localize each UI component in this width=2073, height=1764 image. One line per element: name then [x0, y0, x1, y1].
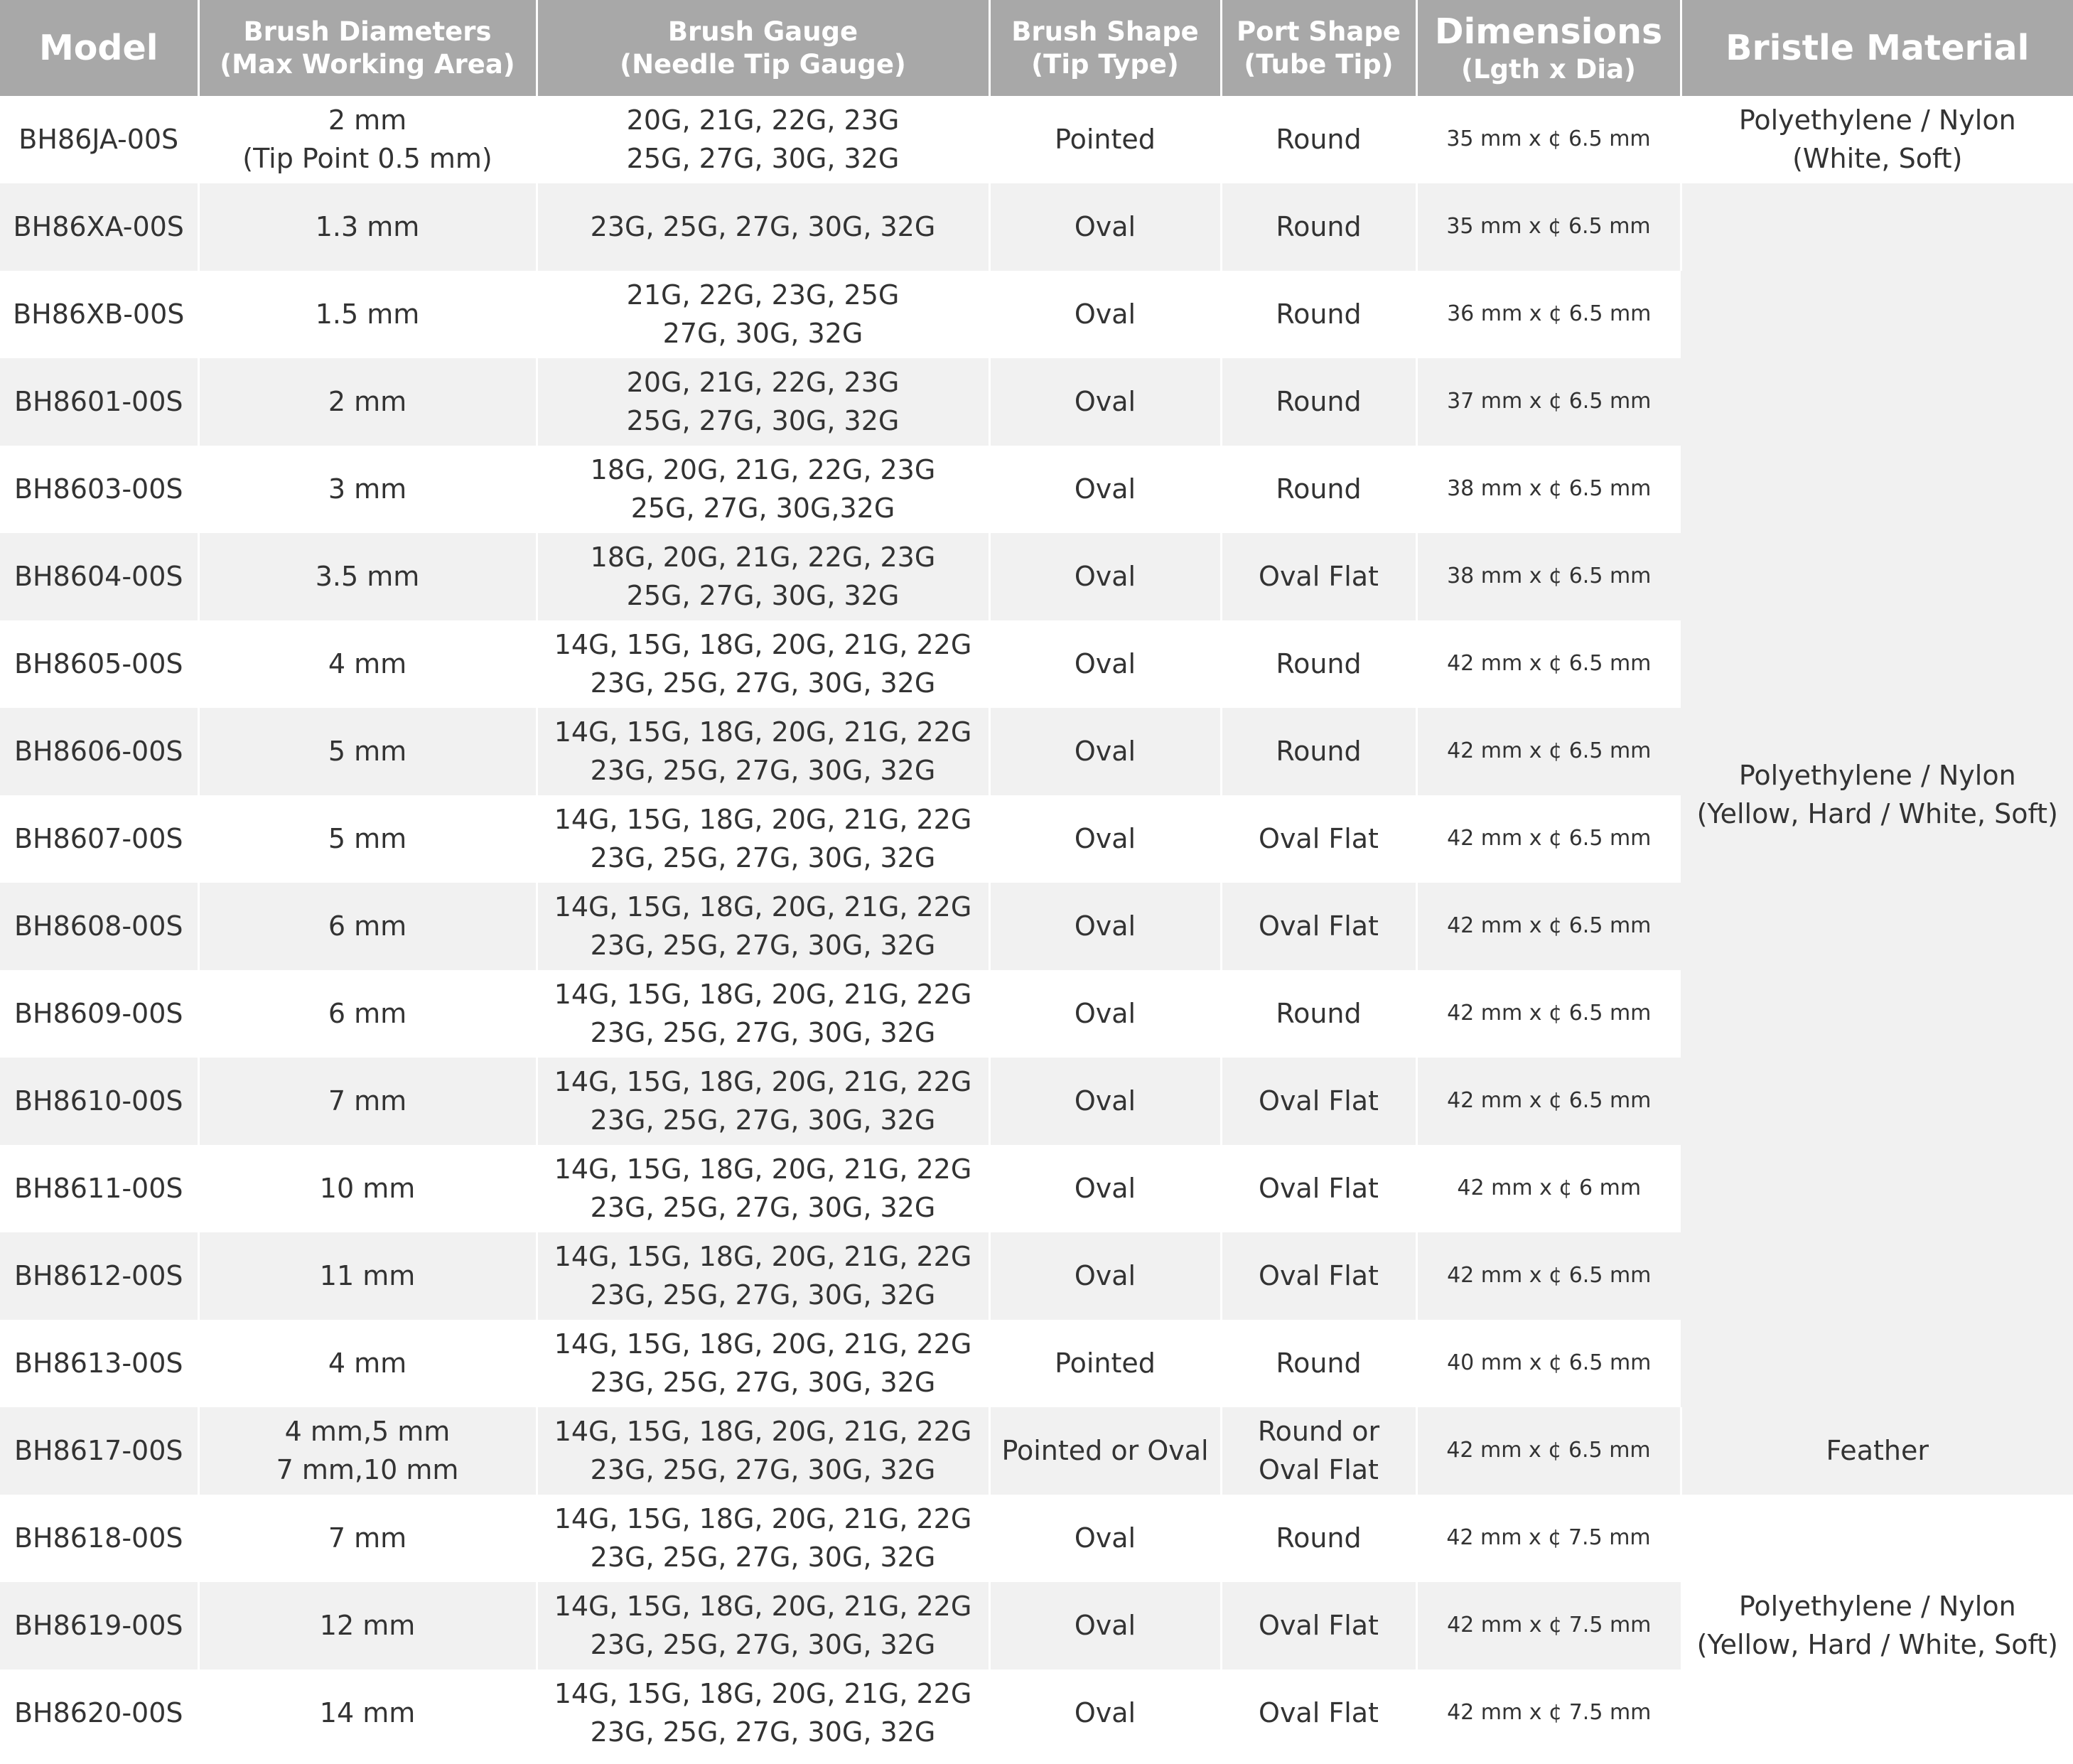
brush-diameter-cell: [198, 1320, 537, 1407]
brush-diameter-cell: [198, 620, 537, 708]
dimensions-cell: 42 mm x ¢ 7.5 mm: [1416, 1495, 1681, 1582]
brush-gauge-cell: [537, 1145, 989, 1232]
dimensions-cell: 35 mm x ¢ 6.5 mm: [1416, 183, 1681, 271]
table-row: [0, 96, 2073, 183]
dimensions-cell: 42 mm x ¢ 6.5 mm: [1416, 1058, 1681, 1145]
brush-shape-cell: Oval: [989, 1669, 1221, 1757]
brush-diameter-cell: [198, 1582, 537, 1669]
brush-gauge-cell-line: 23G, 25G, 27G, 30G, 32G: [590, 1191, 936, 1223]
port-shape-cell: [1221, 96, 1416, 183]
brush-shape-cell: Oval: [989, 620, 1221, 708]
port-shape-cell: [1221, 1407, 1416, 1495]
brush-diameter-cell-line: 4 mm: [328, 1347, 407, 1379]
dimensions-cell: 42 mm x ¢ 7.5 mm: [1416, 1582, 1681, 1669]
port-shape-cell-line: Oval Flat: [1259, 910, 1379, 942]
brush-gauge-cell-line: 23G, 25G, 27G, 30G, 32G: [590, 1016, 936, 1048]
brush-diameter-cell: [198, 533, 537, 620]
brush-diameter-cell: [198, 1407, 537, 1495]
brush-shape-cell: Oval: [989, 533, 1221, 620]
model-cell: BH8613-00S: [0, 1320, 198, 1407]
brush-diameter-cell-line: 11 mm: [319, 1259, 416, 1291]
brush-gauge-cell-line: 23G, 25G, 27G, 30G, 32G: [590, 1541, 936, 1573]
brush-shape-cell: Oval: [989, 708, 1221, 795]
brush-gauge-cell: [537, 1582, 989, 1669]
brush-gauge-cell-line: 21G, 22G, 23G, 25G: [626, 279, 900, 311]
brush-diameter-cell-line: 3.5 mm: [315, 560, 420, 592]
brush-gauge-cell: [537, 358, 989, 446]
brush-gauge-cell-line: 14G, 15G, 18G, 20G, 21G, 22G: [554, 716, 972, 748]
brush-shape-cell: Oval: [989, 970, 1221, 1058]
model-cell: BH86JA-00S: [0, 96, 198, 183]
dimensions-cell: 42 mm x ¢ 6.5 mm: [1416, 795, 1681, 883]
brush-shape-cell: Pointed: [989, 96, 1221, 183]
brush-diameter-cell-line: 4 mm,5 mm: [284, 1415, 451, 1447]
port-shape-cell-line: Round: [1276, 1522, 1362, 1554]
brush-shape-cell: Oval: [989, 1145, 1221, 1232]
port-shape-cell: [1221, 620, 1416, 708]
model-cell: BH8618-00S: [0, 1495, 198, 1582]
port-shape-cell: [1221, 1232, 1416, 1320]
brush-diameter-cell: [198, 1232, 537, 1320]
port-shape-cell: [1221, 1058, 1416, 1145]
brush-shape-cell: Oval: [989, 1495, 1221, 1582]
dimensions-cell: 42 mm x ¢ 6.5 mm: [1416, 1407, 1681, 1495]
brush-gauge-cell-line: 14G, 15G, 18G, 20G, 21G, 22G: [554, 1240, 972, 1272]
port-shape-cell: [1221, 1145, 1416, 1232]
brush-shape-cell: Oval: [989, 1582, 1221, 1669]
port-shape-cell-line: Round: [1276, 298, 1362, 330]
bristle-material-cell-line: Feather: [1826, 1434, 1929, 1466]
brush-gauge-cell: [537, 883, 989, 970]
port-shape-cell: [1221, 1582, 1416, 1669]
brush-gauge-cell-line: 25G, 27G, 30G, 32G: [626, 579, 900, 611]
bristle-material-cell-line: Polyethylene / Nylon: [1738, 1590, 2016, 1622]
brush-gauge-cell-line: 18G, 20G, 21G, 22G, 23G: [590, 453, 936, 485]
port-shape-cell: [1221, 708, 1416, 795]
table-row: [0, 183, 2073, 271]
brush-diameter-cell-line: 7 mm: [328, 1522, 407, 1554]
bristle-material-cell-line: (White, Soft): [1792, 142, 1963, 174]
brush-diameter-cell-line: 1.5 mm: [315, 298, 420, 330]
header-dimensions: Dimensions (Lgth x Dia): [1416, 0, 1681, 96]
brush-gauge-cell-line: 20G, 21G, 22G, 23G: [626, 366, 900, 398]
brush-gauge-cell-line: 14G, 15G, 18G, 20G, 21G, 22G: [554, 1328, 972, 1360]
port-shape-cell: [1221, 1495, 1416, 1582]
table-body: [0, 96, 2073, 1757]
brush-diameter-cell-line: 2 mm: [328, 385, 407, 417]
brush-diameter-cell-line: 1.3 mm: [315, 210, 420, 242]
brush-gauge-cell: [537, 620, 989, 708]
dimensions-cell: 35 mm x ¢ 6.5 mm: [1416, 96, 1681, 183]
header-brush-shape: Brush Shape (Tip Type): [989, 0, 1221, 96]
brush-diameter-cell-line: 3 mm: [328, 473, 407, 505]
brush-diameter-cell-line: 2 mm: [328, 104, 407, 136]
brush-gauge-cell-line: 14G, 15G, 18G, 20G, 21G, 22G: [554, 1677, 972, 1709]
port-shape-cell: [1221, 970, 1416, 1058]
brush-diameter-cell-line: 14 mm: [319, 1696, 416, 1728]
bristle-material-cell: [1681, 1495, 2073, 1757]
brush-gauge-cell-line: 23G, 25G, 27G, 30G, 32G: [590, 754, 936, 786]
model-cell: BH8604-00S: [0, 533, 198, 620]
brush-diameter-cell: [198, 358, 537, 446]
model-cell: BH8607-00S: [0, 795, 198, 883]
bristle-material-cell: [1681, 96, 2073, 183]
header-brush-diameters: Brush Diameters (Max Working Area): [198, 0, 537, 96]
port-shape-cell: [1221, 446, 1416, 533]
brush-diameter-cell-line: 5 mm: [328, 822, 407, 854]
brush-diameter-cell: [198, 271, 537, 358]
brush-diameter-cell-line: 6 mm: [328, 997, 407, 1029]
brush-gauge-cell-line: 23G, 25G, 27G, 30G, 32G: [590, 1628, 936, 1660]
brush-shape-cell: Pointed or Oval: [989, 1407, 1221, 1495]
brush-gauge-cell-line: 23G, 25G, 27G, 30G, 32G: [590, 841, 936, 873]
brush-diameter-cell: [198, 1495, 537, 1582]
port-shape-cell-line: Oval Flat: [1259, 1259, 1379, 1291]
brush-diameter-cell: [198, 795, 537, 883]
dimensions-cell: 42 mm x ¢ 6.5 mm: [1416, 708, 1681, 795]
brush-shape-cell: Pointed: [989, 1320, 1221, 1407]
brush-gauge-cell-line: 14G, 15G, 18G, 20G, 21G, 22G: [554, 803, 972, 835]
brush-gauge-cell-line: 14G, 15G, 18G, 20G, 21G, 22G: [554, 978, 972, 1010]
brush-shape-cell: Oval: [989, 1058, 1221, 1145]
header-row: [0, 0, 2073, 96]
model-cell: BH8612-00S: [0, 1232, 198, 1320]
model-cell: BH8608-00S: [0, 883, 198, 970]
brush-gauge-cell-line: 25G, 27G, 30G, 32G: [626, 404, 900, 436]
brush-shape-cell: Oval: [989, 271, 1221, 358]
brush-shape-cell: Oval: [989, 446, 1221, 533]
brush-diameter-cell-line: 4 mm: [328, 647, 407, 679]
brush-shape-cell: Oval: [989, 358, 1221, 446]
brush-gauge-cell: [537, 1407, 989, 1495]
dimensions-cell: 42 mm x ¢ 6.5 mm: [1416, 1232, 1681, 1320]
brush-gauge-cell-line: 23G, 25G, 27G, 30G, 32G: [590, 1453, 936, 1485]
port-shape-cell-line: Oval Flat: [1259, 1172, 1379, 1204]
port-shape-cell: [1221, 1320, 1416, 1407]
port-shape-cell-line: Round or: [1257, 1415, 1380, 1447]
brush-gauge-cell: [537, 96, 989, 183]
dimensions-cell: 37 mm x ¢ 6.5 mm: [1416, 358, 1681, 446]
brush-gauge-cell: [537, 970, 989, 1058]
brush-diameter-cell: [198, 970, 537, 1058]
brush-gauge-cell-line: 23G, 25G, 27G, 30G, 32G: [590, 1279, 936, 1311]
header-port-shape: Port Shape (Tube Tip): [1221, 0, 1416, 96]
header-brush-gauge: Brush Gauge (Needle Tip Gauge): [537, 0, 989, 96]
brush-diameter-cell: [198, 1669, 537, 1757]
dimensions-cell: 42 mm x ¢ 7.5 mm: [1416, 1669, 1681, 1757]
port-shape-cell-line: Oval Flat: [1259, 560, 1379, 592]
model-cell: BH8606-00S: [0, 708, 198, 795]
brush-shape-cell: Oval: [989, 1232, 1221, 1320]
brush-diameter-cell-line: 7 mm: [328, 1085, 407, 1117]
brush-gauge-cell: [537, 271, 989, 358]
brush-gauge-cell: [537, 1232, 989, 1320]
port-shape-cell: [1221, 358, 1416, 446]
brush-diameter-cell-line: 7 mm,10 mm: [276, 1453, 459, 1485]
brush-gauge-cell-line: 23G, 25G, 27G, 30G, 32G: [590, 667, 936, 699]
brush-diameter-cell: [198, 1058, 537, 1145]
model-cell: BH8611-00S: [0, 1145, 198, 1232]
dimensions-cell: 42 mm x ¢ 6.5 mm: [1416, 883, 1681, 970]
brush-diameter-cell-line: (Tip Point 0.5 mm): [242, 142, 492, 174]
bristle-material-cell-line: Polyethylene / Nylon: [1738, 760, 2016, 792]
model-cell: BH8619-00S: [0, 1582, 198, 1669]
port-shape-cell-line: Round: [1276, 123, 1362, 155]
bristle-material-cell: [1681, 183, 2073, 1407]
brush-gauge-cell: [537, 795, 989, 883]
brush-diameter-cell: [198, 708, 537, 795]
brush-diameter-cell: [198, 446, 537, 533]
port-shape-cell-line: Round: [1276, 1347, 1362, 1379]
header-bristle-material: Bristle Material: [1681, 0, 2073, 96]
port-shape-cell-line: Round: [1276, 385, 1362, 417]
dimensions-cell: 38 mm x ¢ 6.5 mm: [1416, 533, 1681, 620]
brush-gauge-cell-line: 14G, 15G, 18G, 20G, 21G, 22G: [554, 1415, 972, 1447]
brush-gauge-cell-line: 23G, 25G, 27G, 30G, 32G: [590, 1104, 936, 1136]
model-cell: BH8603-00S: [0, 446, 198, 533]
brush-gauge-cell: [537, 1495, 989, 1582]
port-shape-cell-line: Round: [1276, 210, 1362, 242]
brush-gauge-cell: [537, 446, 989, 533]
model-cell: BH86XA-00S: [0, 183, 198, 271]
brush-diameter-cell-line: 10 mm: [319, 1172, 416, 1204]
brush-gauge-cell-line: 14G, 15G, 18G, 20G, 21G, 22G: [554, 1065, 972, 1097]
bristle-material-cell-line: Polyethylene / Nylon: [1738, 104, 2016, 136]
table-header: [0, 0, 2073, 96]
brush-gauge-cell-line: 20G, 21G, 22G, 23G: [626, 104, 900, 136]
brush-gauge-cell-line: 14G, 15G, 18G, 20G, 21G, 22G: [554, 891, 972, 923]
bristle-material-cell: [1681, 1407, 2073, 1495]
brush-shape-cell: Oval: [989, 183, 1221, 271]
brush-gauge-cell-line: 14G, 15G, 18G, 20G, 21G, 22G: [554, 1590, 972, 1622]
port-shape-cell-line: Oval Flat: [1259, 822, 1379, 854]
brush-diameter-cell-line: 5 mm: [328, 735, 407, 767]
bristle-material-cell-line: (Yellow, Hard / White, Soft): [1696, 1628, 2058, 1660]
port-shape-cell-line: Oval Flat: [1259, 1696, 1379, 1728]
brush-gauge-cell-line: 14G, 15G, 18G, 20G, 21G, 22G: [554, 628, 972, 660]
port-shape-cell: [1221, 1669, 1416, 1757]
brush-diameter-cell-line: 12 mm: [319, 1609, 416, 1641]
bristle-material-cell-line: (Yellow, Hard / White, Soft): [1696, 798, 2058, 829]
brush-gauge-cell: [537, 1058, 989, 1145]
brush-gauge-cell-line: 23G, 25G, 27G, 30G, 32G: [590, 1716, 936, 1748]
model-cell: BH8601-00S: [0, 358, 198, 446]
brush-diameter-cell-line: 6 mm: [328, 910, 407, 942]
brush-gauge-cell-line: 23G, 25G, 27G, 30G, 32G: [590, 929, 936, 961]
brush-gauge-cell-line: 23G, 25G, 27G, 30G, 32G: [590, 210, 936, 242]
model-cell: BH8620-00S: [0, 1669, 198, 1757]
port-shape-cell-line: Round: [1276, 473, 1362, 505]
port-shape-cell: [1221, 183, 1416, 271]
port-shape-cell-line: Oval Flat: [1259, 1085, 1379, 1117]
brush-gauge-cell-line: 23G, 25G, 27G, 30G, 32G: [590, 1366, 936, 1398]
dimensions-cell: 40 mm x ¢ 6.5 mm: [1416, 1320, 1681, 1407]
brush-gauge-cell: [537, 533, 989, 620]
header-model: Model: [0, 0, 198, 96]
brush-diameter-cell: [198, 1145, 537, 1232]
brush-gauge-cell: [537, 708, 989, 795]
table-row: [0, 1495, 2073, 1582]
brush-shape-cell: Oval: [989, 795, 1221, 883]
dimensions-cell: 42 mm x ¢ 6 mm: [1416, 1145, 1681, 1232]
dimensions-cell: 42 mm x ¢ 6.5 mm: [1416, 620, 1681, 708]
port-shape-cell: [1221, 271, 1416, 358]
port-shape-cell: [1221, 883, 1416, 970]
brush-gauge-cell-line: 25G, 27G, 30G,32G: [630, 492, 895, 524]
port-shape-cell: [1221, 795, 1416, 883]
dimensions-cell: 38 mm x ¢ 6.5 mm: [1416, 446, 1681, 533]
port-shape-cell: [1221, 533, 1416, 620]
model-cell: BH8610-00S: [0, 1058, 198, 1145]
brush-gauge-cell-line: 14G, 15G, 18G, 20G, 21G, 22G: [554, 1153, 972, 1185]
brush-diameter-cell: [198, 183, 537, 271]
brush-gauge-cell: [537, 183, 989, 271]
brush-gauge-cell-line: 14G, 15G, 18G, 20G, 21G, 22G: [554, 1502, 972, 1534]
model-cell: BH8609-00S: [0, 970, 198, 1058]
brush-gauge-cell-line: 18G, 20G, 21G, 22G, 23G: [590, 541, 936, 573]
brush-diameter-cell: [198, 883, 537, 970]
port-shape-cell-line: Round: [1276, 735, 1362, 767]
brush-gauge-cell-line: 25G, 27G, 30G, 32G: [626, 142, 900, 174]
brush-shape-cell: Oval: [989, 883, 1221, 970]
port-shape-cell-line: Round: [1276, 647, 1362, 679]
brush-gauge-cell-line: 27G, 30G, 32G: [662, 317, 863, 349]
dimensions-cell: 36 mm x ¢ 6.5 mm: [1416, 271, 1681, 358]
brush-gauge-cell: [537, 1669, 989, 1757]
brush-gauge-cell: [537, 1320, 989, 1407]
dimensions-cell: 42 mm x ¢ 6.5 mm: [1416, 970, 1681, 1058]
table-row: [0, 1407, 2073, 1495]
port-shape-cell-line: Oval Flat: [1259, 1609, 1379, 1641]
model-cell: BH86XB-00S: [0, 271, 198, 358]
model-cell: BH8617-00S: [0, 1407, 198, 1495]
brush-diameter-cell: [198, 96, 537, 183]
model-cell: BH8605-00S: [0, 620, 198, 708]
port-shape-cell-line: Round: [1276, 997, 1362, 1029]
port-shape-cell-line: Oval Flat: [1259, 1453, 1379, 1485]
